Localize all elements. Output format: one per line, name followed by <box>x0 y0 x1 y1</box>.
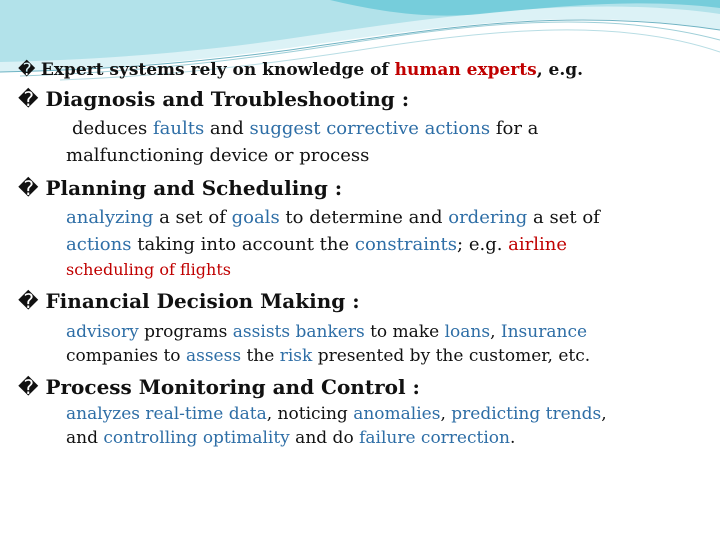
body-text: . <box>509 428 516 448</box>
body-text: and <box>204 118 250 139</box>
body-text: presented by the customer, etc. <box>312 346 591 366</box>
highlighted-term: analyzing <box>66 207 154 228</box>
section-heading-text: Planning and Scheduling : <box>38 176 343 200</box>
bullet-icon: � <box>18 60 36 80</box>
body-text: taking into account the <box>131 234 355 255</box>
highlighted-term: constraints <box>354 234 458 255</box>
highlighted-term: airline <box>508 234 568 255</box>
highlighted-term: risk <box>279 346 313 366</box>
section-heading <box>18 291 360 311</box>
highlighted-term: Insurance <box>500 322 588 342</box>
highlighted-term: failure correction <box>359 428 510 448</box>
highlighted-term: analyzes real-time data <box>66 404 267 424</box>
section-heading <box>18 89 409 109</box>
bullet-icon: � <box>18 289 39 313</box>
section-body-line <box>66 430 515 447</box>
body-text: companies to <box>66 346 186 366</box>
bullet-icon: � <box>18 176 39 200</box>
intro-highlight: human experts <box>394 60 537 80</box>
section-body-line <box>66 324 587 341</box>
body-text: programs <box>138 322 233 342</box>
bullet-icon: � <box>18 87 39 111</box>
body-text: a set of <box>527 207 600 228</box>
section-body-line <box>66 209 600 227</box>
intro-text: Expert systems rely on knowledge of <box>40 60 395 80</box>
highlighted-term: goals <box>231 207 280 228</box>
section-body-line <box>66 236 567 254</box>
highlighted-term: faults <box>152 118 205 139</box>
section-heading-text: Process Monitoring and Control : <box>38 375 420 399</box>
section-heading <box>18 377 420 397</box>
body-text: and do <box>289 428 360 448</box>
body-text: , <box>601 404 607 424</box>
body-text: ; e.g. <box>457 234 509 255</box>
section-heading-text: Diagnosis and Troubleshooting : <box>38 87 410 111</box>
highlighted-term: predicting trends <box>451 404 602 424</box>
bullet-icon: � <box>18 375 39 399</box>
highlighted-term: anomalies <box>353 404 441 424</box>
body-text: the <box>241 346 280 366</box>
section-heading <box>18 178 342 198</box>
intro-tail: , e.g. <box>536 60 584 80</box>
body-text: , noticing <box>266 404 354 424</box>
highlighted-term: advisory <box>66 322 139 342</box>
body-text: to determine and <box>279 207 449 228</box>
highlighted-term: scheduling of flights <box>66 260 231 279</box>
section-body-line <box>66 406 607 423</box>
body-text: for a <box>490 118 539 139</box>
section-body-line <box>66 262 231 278</box>
body-text: malfunctioning device or process <box>66 145 370 166</box>
body-text: and <box>66 428 104 448</box>
highlighted-term: suggest corrective actions <box>249 118 491 139</box>
highlighted-term: assess <box>185 346 242 366</box>
body-text: deduces <box>72 118 153 139</box>
highlighted-term: ordering <box>448 207 528 228</box>
section-body-line <box>66 348 590 365</box>
highlighted-term: assists bankers <box>232 322 365 342</box>
section-body-line <box>72 120 538 138</box>
body-text: a set of <box>153 207 232 228</box>
section-body-line <box>66 147 369 165</box>
highlighted-term: actions <box>66 234 132 255</box>
highlighted-term: loans <box>444 322 491 342</box>
section-heading-text: Financial Decision Making : <box>38 289 360 313</box>
highlighted-term: controlling optimality <box>103 428 290 448</box>
body-text: to make <box>364 322 445 342</box>
body-text: , <box>490 322 501 342</box>
body-text: , <box>440 404 452 424</box>
intro-line <box>18 62 583 79</box>
